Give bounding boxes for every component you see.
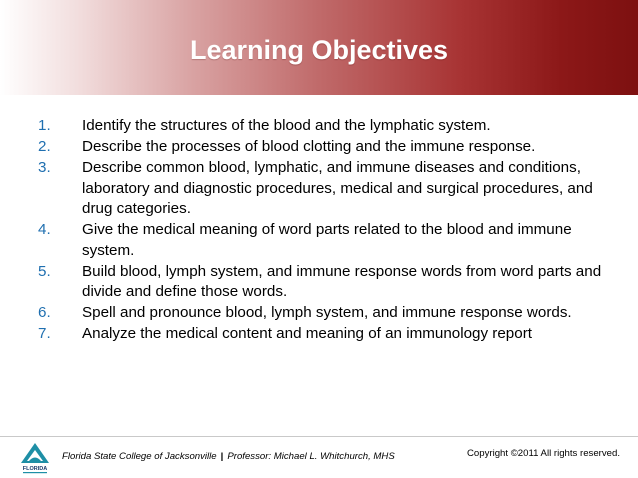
- footer-separator: |: [220, 451, 224, 462]
- item-text: Describe common blood, lymphatic, and immune diseases and conditions, laboratory and diagnostic procedures, medical and surgical procedures, and drug categories.: [82, 159, 593, 217]
- list-item: [38, 116, 608, 137]
- item-number: 4.: [38, 221, 51, 238]
- footer-credits: [62, 451, 395, 462]
- professor-name: Professor: Michael L. Whitchurch, MHS: [227, 451, 395, 462]
- slide-title: Learning Objectives: [189, 35, 449, 65]
- item-text: Give the medical meaning of word parts related to the blood and immune system.: [82, 221, 572, 259]
- list-item: [38, 303, 608, 324]
- item-number: 2.: [38, 138, 51, 155]
- item-text: Describe the processes of blood clotting and the immune response.: [82, 138, 536, 155]
- copyright-notice: Copyright ©2011 All rights reserved.: [466, 448, 620, 459]
- college-logo: [18, 441, 52, 477]
- logo-text: FLORIDA: [22, 466, 48, 472]
- footer-divider: [0, 436, 638, 437]
- item-number: 5.: [38, 262, 51, 280]
- item-number: 1.: [38, 117, 51, 134]
- item-number: 3.: [38, 159, 51, 176]
- item-text: Identify the structures of the blood and the lymphatic system.: [82, 117, 491, 134]
- list-item: [38, 262, 608, 303]
- item-text: Spell and pronounce blood, lymph system, and immune response words.: [82, 304, 572, 321]
- item-number: 7.: [38, 325, 51, 342]
- institution-name: Florida State College of Jacksonville: [62, 451, 217, 462]
- item-text: Analyze the medical content and meaning of an immunology report: [82, 325, 532, 342]
- objectives-list: [38, 116, 608, 345]
- list-item: [38, 158, 608, 220]
- list-item: [38, 220, 608, 261]
- logo-underline-icon: [23, 472, 47, 473]
- item-text: Build blood, lymph system, and immune response words from word parts and divide and define those words.: [82, 262, 602, 300]
- list-item: [38, 324, 608, 345]
- item-number: 6.: [38, 304, 51, 321]
- list-item: [38, 137, 608, 158]
